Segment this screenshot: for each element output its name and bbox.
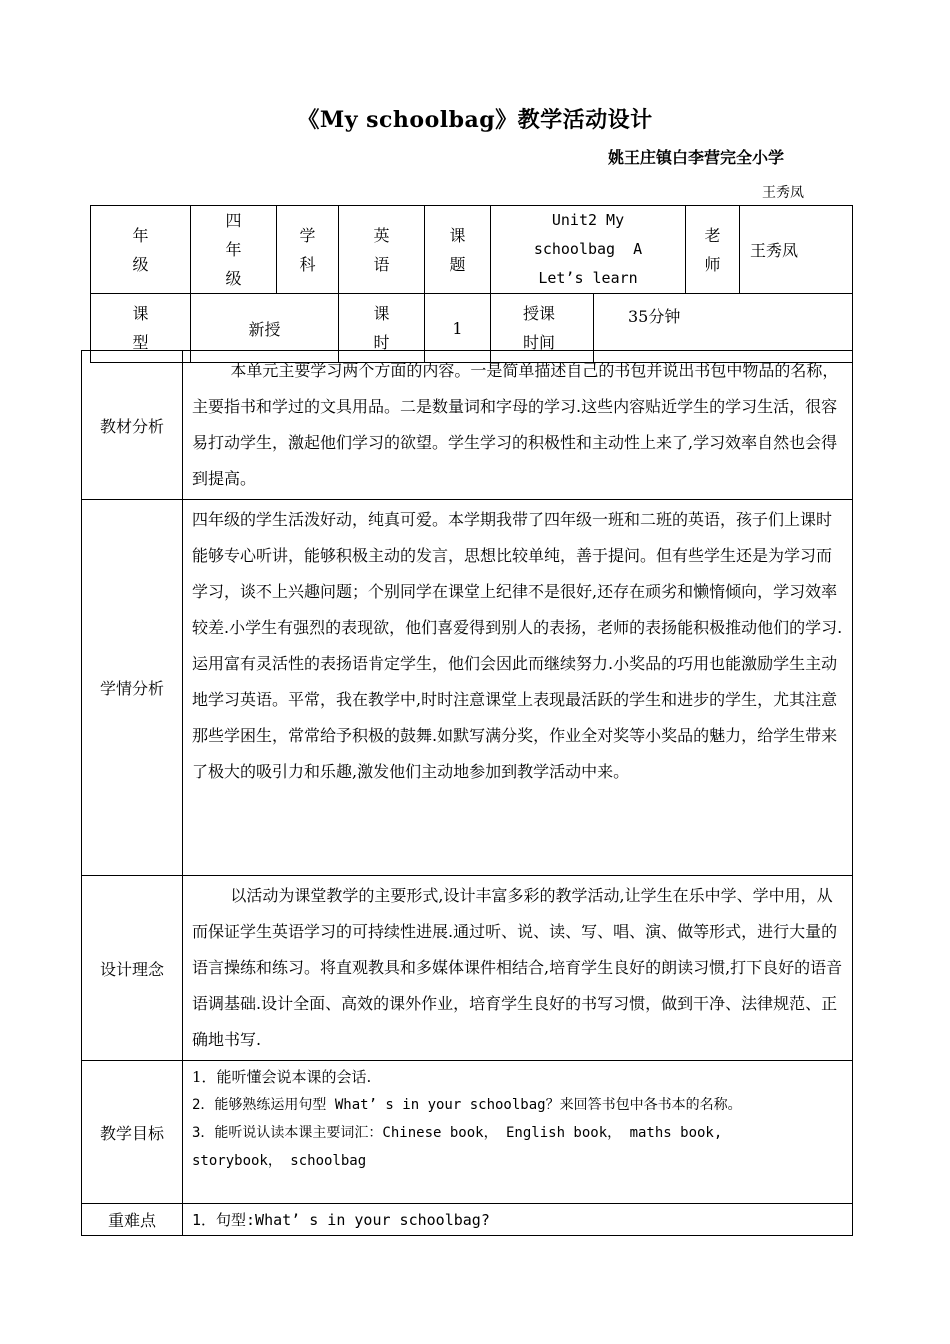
topic-value-3: Let’s learn	[538, 269, 638, 287]
teacher-label-1: 老	[704, 225, 721, 245]
topic-value-cell	[491, 206, 686, 294]
author-name: 王秀凤	[762, 185, 804, 201]
students-text: 四年级的学生活泼好动，纯真可爱。本学期我带了四年级一班和二班的英语，孩子们上课时能够专心听讲，能够积极主动的发言，思想比较单纯，善于提问。但有些学生还是为学习而学习，谈不上兴趣问题；个别同学在课堂上纪律不是很好,还存在顽劣和懒惰倾向，学习效率较差.小学生有强烈的表现欲，他们喜爱得到别人的表扬，老师的表扬能积极推动他们的学习.运用富有灵活性的表扬语肯定学生，他们会因此而继续努力.小奖品的巧用也能激励学生主动地学习英语。平常，我在教学中,时时注意课堂上表现最活跃的学生和进步的学生，尤其注意那些学困生，常常给予积极的鼓舞.如默写满分奖，作业全对奖等小奖品的魅力，给学生带来了极大的吸引力和乐趣,激发他们主动地参加到教学活动中来。	[183, 500, 853, 876]
goal-2: 2．能够熟练运用句型 What’ s in your schoolbag？来回答书包中各书本的名称。	[192, 1097, 742, 1113]
topic-label-1: 课	[449, 225, 466, 245]
concept-text: 以活动为课堂教学的主要形式,设计丰富多彩的教学活动,让学生在乐中学、学中用，从而保证学生英语学习的可持续性进展.通过听、说、读、写、唱、演、做等形式，进行大量的语言操练和练习。将直观教具和多媒体课件相结合,培育学生良好的朗读习惯,打下良好的语音语调基础.设计全面、高效的课外作业，培育学生良好的书写习惯，做到干净、法律规范、正确地书写.	[183, 876, 853, 1061]
teacher-label-cell	[686, 206, 740, 294]
teacher-label-2: 师	[704, 254, 721, 274]
subject-label-1: 学	[299, 225, 316, 245]
school-name: 姚王庄镇白李营完全小学	[608, 148, 785, 167]
goal-3b: storybook， schoolbag	[192, 1153, 367, 1169]
topic-label-cell	[425, 206, 491, 294]
goals-cell	[183, 1061, 853, 1204]
grade-value-2: 年	[225, 240, 242, 259]
type-label-2: 型	[132, 333, 149, 352]
students-row	[82, 500, 853, 876]
concept-row	[82, 876, 853, 1061]
subject-label-cell	[277, 206, 339, 294]
grade-value-3: 级	[225, 269, 242, 288]
hours-label-1: 课	[373, 304, 390, 323]
grade-label-cell	[91, 206, 191, 294]
concept-label: 设计理念	[82, 876, 183, 1061]
goals-label: 教学目标	[82, 1061, 183, 1204]
time-label-1: 授课	[523, 304, 556, 323]
info-table	[90, 205, 853, 363]
type-label-1: 课	[132, 304, 149, 323]
goal-1: 1．能听懂会说本课的会话.	[192, 1068, 372, 1086]
material-text: 本单元主要学习两个方面的内容。一是简单描述自己的书包并说出书包中物品的名称，主要指书和学过的文具用品。二是数量词和字母的学习.这些内容贴近学生的学习生活，很容易打动学生，激起他们学习的欲望。学生学习的积极性和主动性上来了,学习效率自然也会得到提高。	[183, 351, 853, 500]
grade-value-1: 四	[225, 211, 242, 230]
grade-label-1: 年	[132, 225, 149, 245]
key-text: 1．句型:What’ s in your schoolbag?	[183, 1204, 853, 1236]
time-label-2: 时间	[523, 333, 556, 352]
type-value: 新授	[248, 319, 281, 339]
teacher-value: 王秀凤	[750, 241, 799, 260]
material-label: 教材分析	[82, 351, 183, 500]
grade-value-cell	[191, 206, 277, 294]
material-row	[82, 351, 853, 500]
subject-value-1: 英	[373, 225, 390, 245]
subject-value-cell	[339, 206, 425, 294]
subject-label-2: 科	[299, 254, 316, 274]
topic-value-1: Unit2 My	[551, 211, 625, 229]
goals-row	[82, 1061, 853, 1204]
key-label: 重难点	[82, 1204, 183, 1236]
key-row	[82, 1204, 853, 1236]
info-row-1	[91, 206, 853, 294]
analysis-table	[81, 350, 853, 1236]
subject-value-2: 语	[373, 254, 390, 274]
goal-3a: 3．能听说认读本课主要词汇：Chinese book， English book， maths book,	[192, 1125, 723, 1141]
grade-label-2: 级	[132, 254, 149, 274]
topic-label-2: 题	[449, 254, 466, 274]
time-value: 35分钟	[628, 307, 681, 326]
hours-label-2: 时	[373, 333, 390, 352]
teacher-value-cell	[740, 206, 853, 294]
students-label: 学情分析	[82, 500, 183, 876]
hours-value: 1	[452, 318, 463, 338]
topic-value-2: schoolbag A	[533, 240, 643, 258]
page-title: 《My schoolbag》教学活动设计	[297, 107, 653, 133]
